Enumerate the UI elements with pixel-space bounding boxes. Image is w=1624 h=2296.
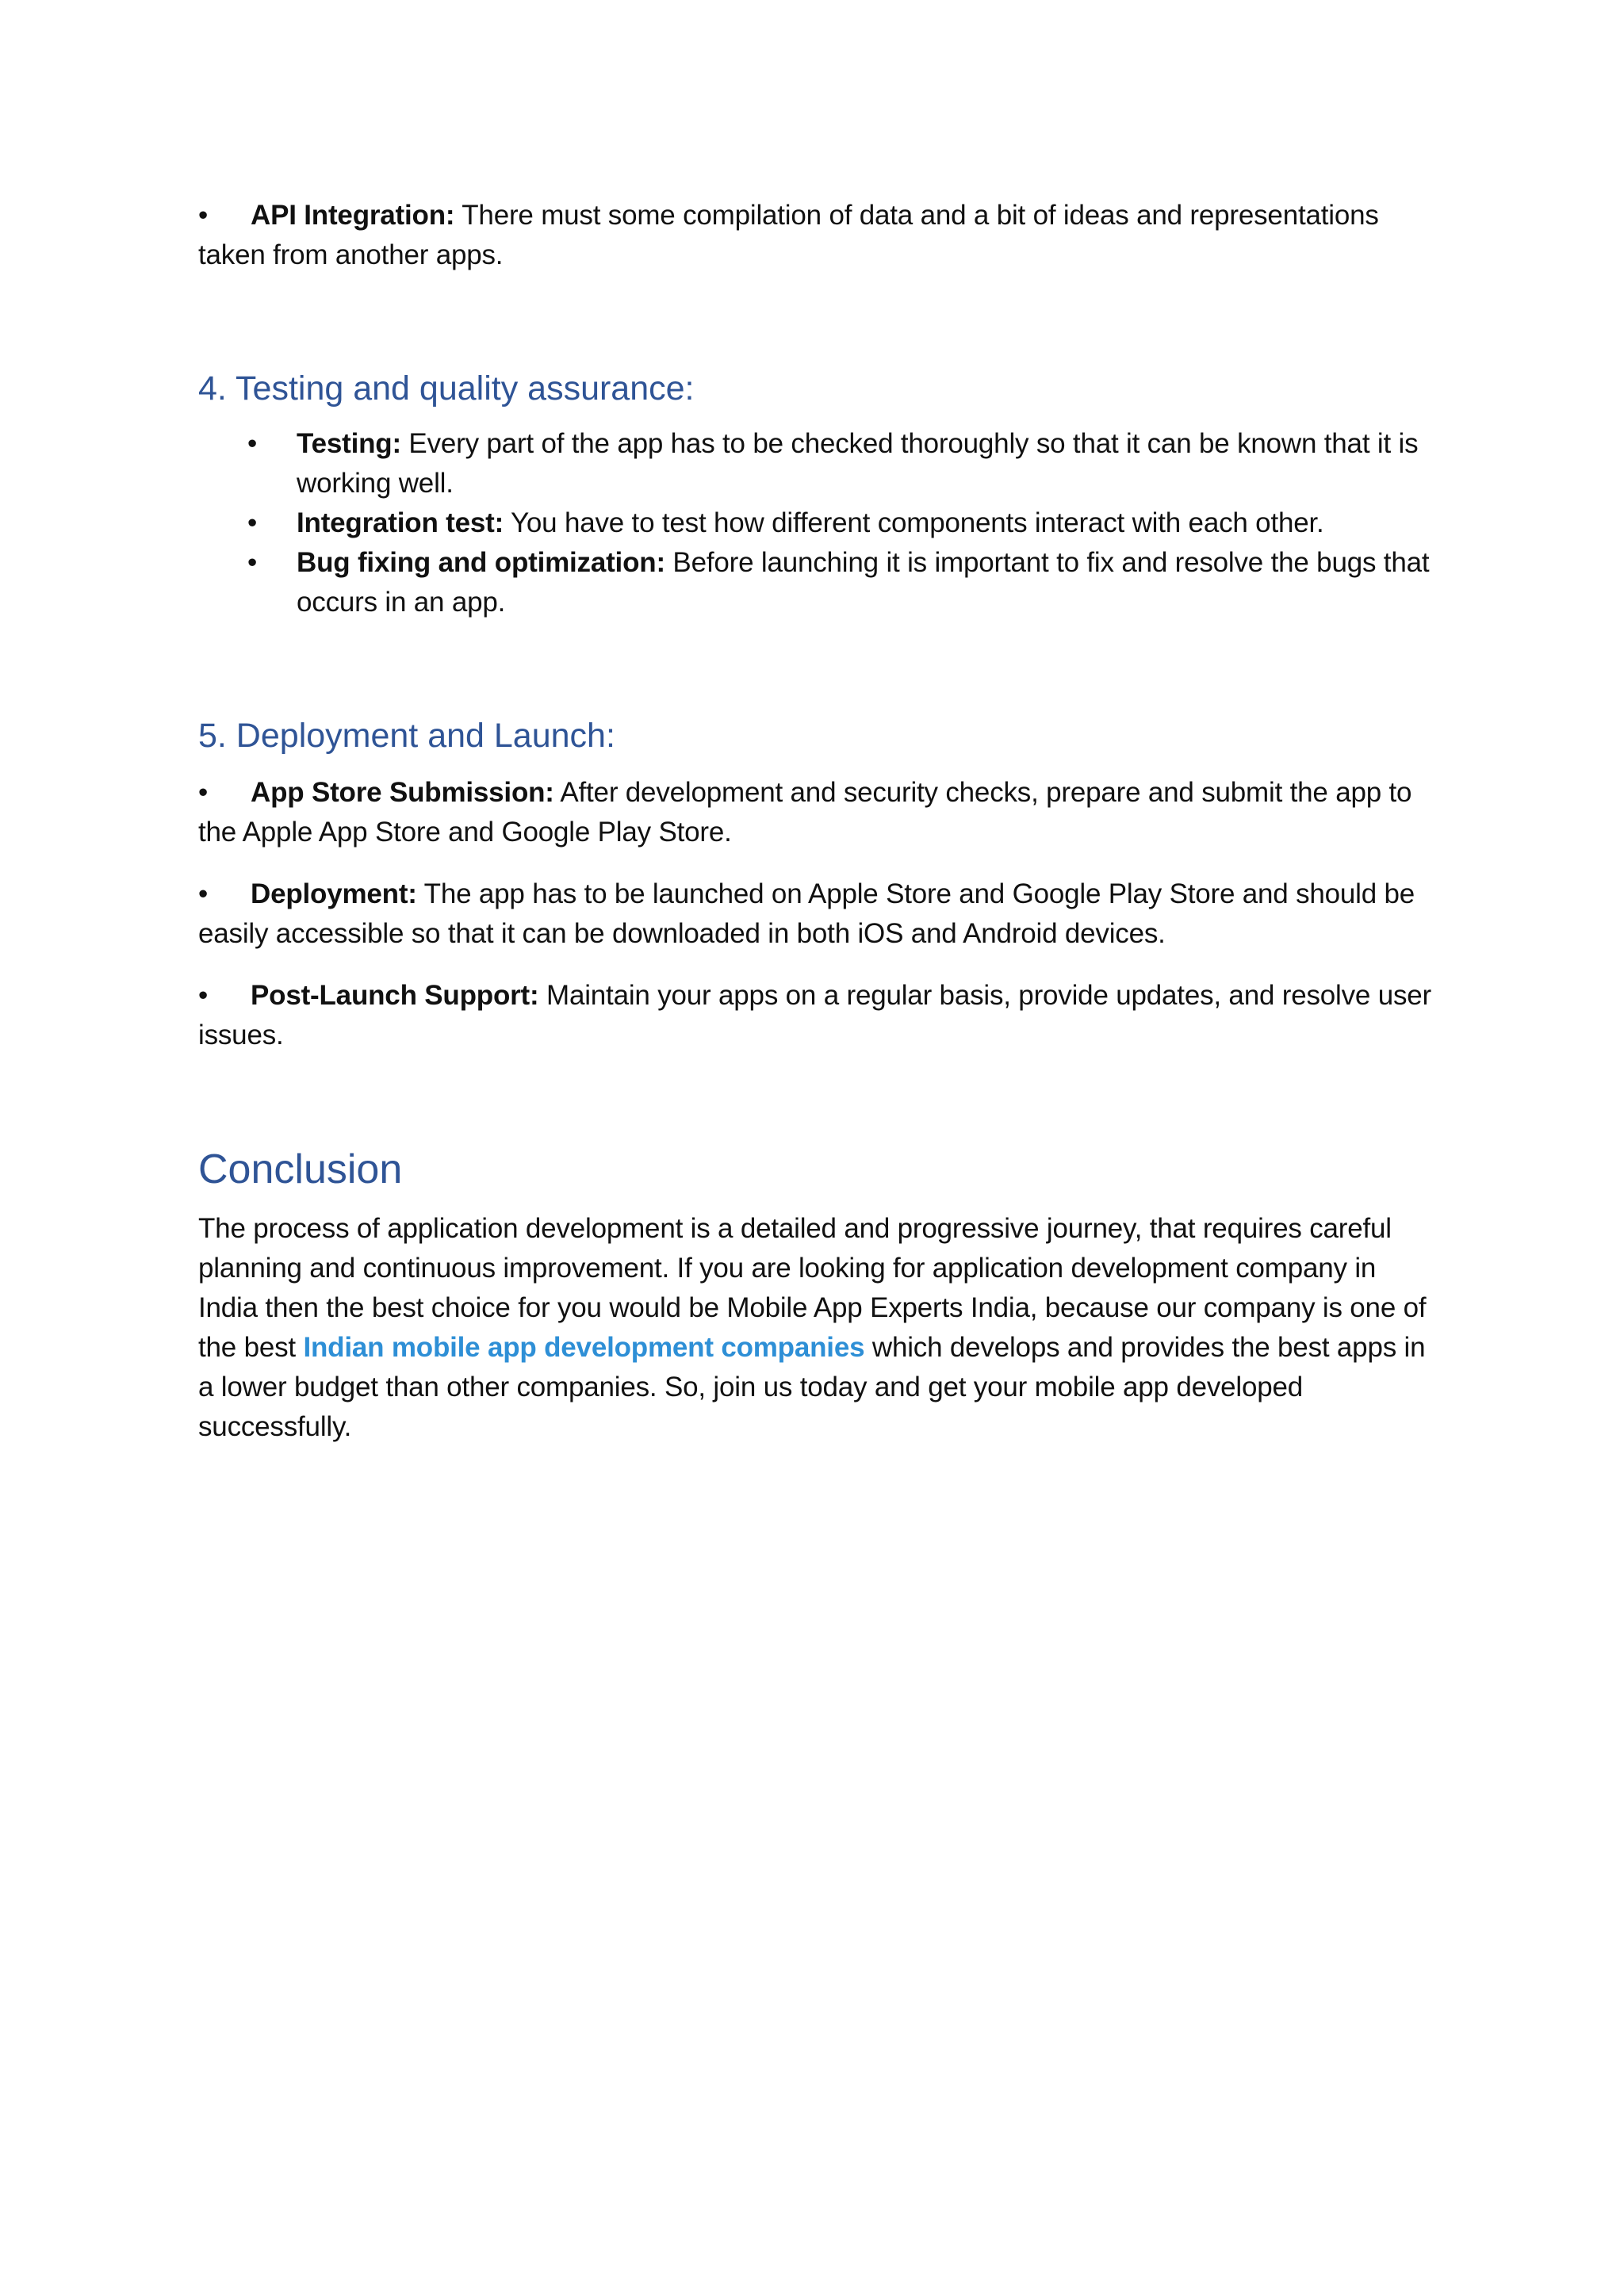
section-4-heading: 4. Testing and quality assurance: [198, 369, 695, 408]
conclusion-paragraph [198, 1209, 1435, 1447]
integration-test-text: You have to test how different components interact with each other. [504, 507, 1324, 538]
bullet-icon: • [247, 428, 258, 459]
testing-label: Testing: [297, 428, 401, 459]
integration-test-label: Integration test: [297, 507, 504, 538]
list-item [198, 543, 1435, 622]
app-store-submission-label: App Store Submission: [251, 777, 554, 808]
deployment-label: Deployment: [251, 878, 417, 909]
section-4-list [198, 424, 1435, 622]
api-integration-label: API Integration: [251, 200, 455, 231]
conclusion-text-before: The process of application development is a detailed and progressive journey, that requires careful planning and continuous improvement. If you are looking for application development company in India then the best choice for you would be Mobile App Experts India, because our company is one of the best [198, 1213, 1427, 1363]
bullet-icon: • [247, 507, 258, 538]
testing-text: Every part of the app has to be checked thoroughly so that it can be known that it is working well. [297, 428, 1419, 499]
deployment-paragraph [198, 874, 1435, 954]
app-store-submission-paragraph [198, 773, 1435, 852]
list-item [198, 424, 1435, 503]
post-launch-support-paragraph [198, 976, 1435, 1055]
api-integration-text: There must some compilation of data and a bit of ideas and representations taken from another apps. [198, 200, 1379, 270]
section-5-heading: 5. Deployment and Launch: [198, 717, 615, 755]
post-launch-support-text: Maintain your apps on a regular basis, provide updates, and resolve user issues. [198, 980, 1431, 1050]
conclusion-text-after: which develops and provides the best apps in a lower budget than other companies. So, join us today and get your mobile app developed successfully. [198, 1332, 1426, 1442]
bug-fixing-text: Before launching it is important to fix and resolve the bugs that occurs in an app. [297, 547, 1430, 618]
indian-mobile-app-development-companies-link[interactable]: Indian mobile app development companies [303, 1332, 865, 1363]
app-store-submission-text: After development and security checks, prepare and submit the app to the Apple App Store and Google Play Store. [198, 777, 1412, 848]
bug-fixing-label: Bug fixing and optimization: [297, 547, 665, 578]
bullet-icon: • [198, 777, 209, 808]
deployment-text: The app has to be launched on Apple Store and Google Play Store and should be easily accessible so that it can be downloaded in both iOS and Android devices. [198, 878, 1415, 949]
post-launch-support-label: Post-Launch Support: [251, 980, 539, 1011]
bullet-icon: • [198, 200, 209, 231]
bullet-icon: • [198, 878, 209, 909]
api-integration-paragraph [198, 196, 1435, 275]
bullet-icon: • [247, 547, 258, 578]
list-item [198, 503, 1435, 543]
bullet-icon: • [198, 980, 209, 1011]
conclusion-heading: Conclusion [198, 1146, 403, 1192]
